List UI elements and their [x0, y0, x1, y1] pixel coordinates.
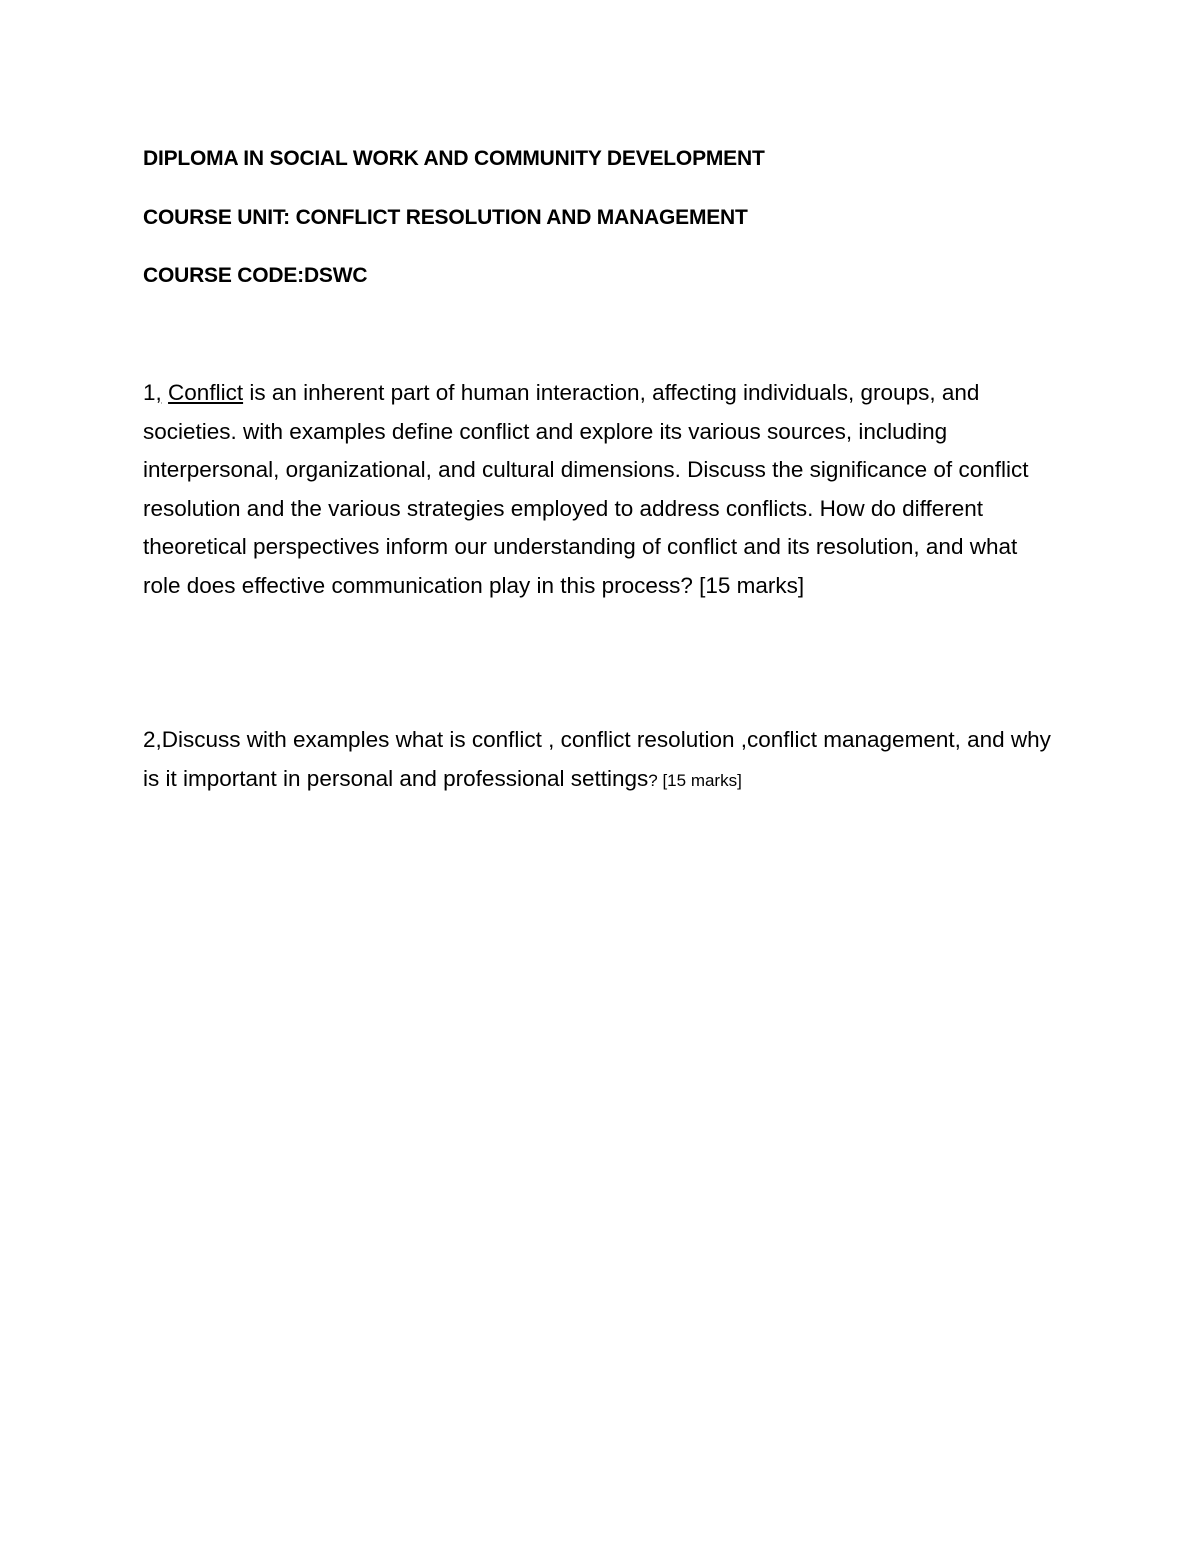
question-1-text: is an inherent part of human interaction, affecting individuals, groups, and societies. with examples define conflict and explore its various sources, including interpersonal, organizational, and cultural dimensions. Discuss the significance of conflict resolution and the various strategies employed to address conflicts. How do different theoretical perspectives inform our understanding of conflict and its resolution, and what role does effective communication play in this process? [15 marks] — [143, 380, 1029, 598]
question-2-text: 2,Discuss with examples what is conflict , conflict resolution ,conflict management, and why is it important in personal and professional settings — [143, 727, 1051, 791]
question-2-marks: ? [15 marks] — [648, 770, 742, 790]
program-title: DIPLOMA IN SOCIAL WORK AND COMMUNITY DEVELOPMENT — [143, 147, 765, 170]
course-code-title: COURSE CODE:DSWC — [143, 264, 368, 287]
question-1-comma: , — [155, 380, 162, 405]
question-1 — [143, 374, 1058, 605]
question-1-number: 1 — [143, 380, 156, 405]
question-1-keyword: Conflict — [168, 380, 244, 405]
question-2 — [143, 721, 1058, 800]
course-unit-title: COURSE UNIT: CONFLICT RESOLUTION AND MANAGEMENT — [143, 206, 748, 229]
